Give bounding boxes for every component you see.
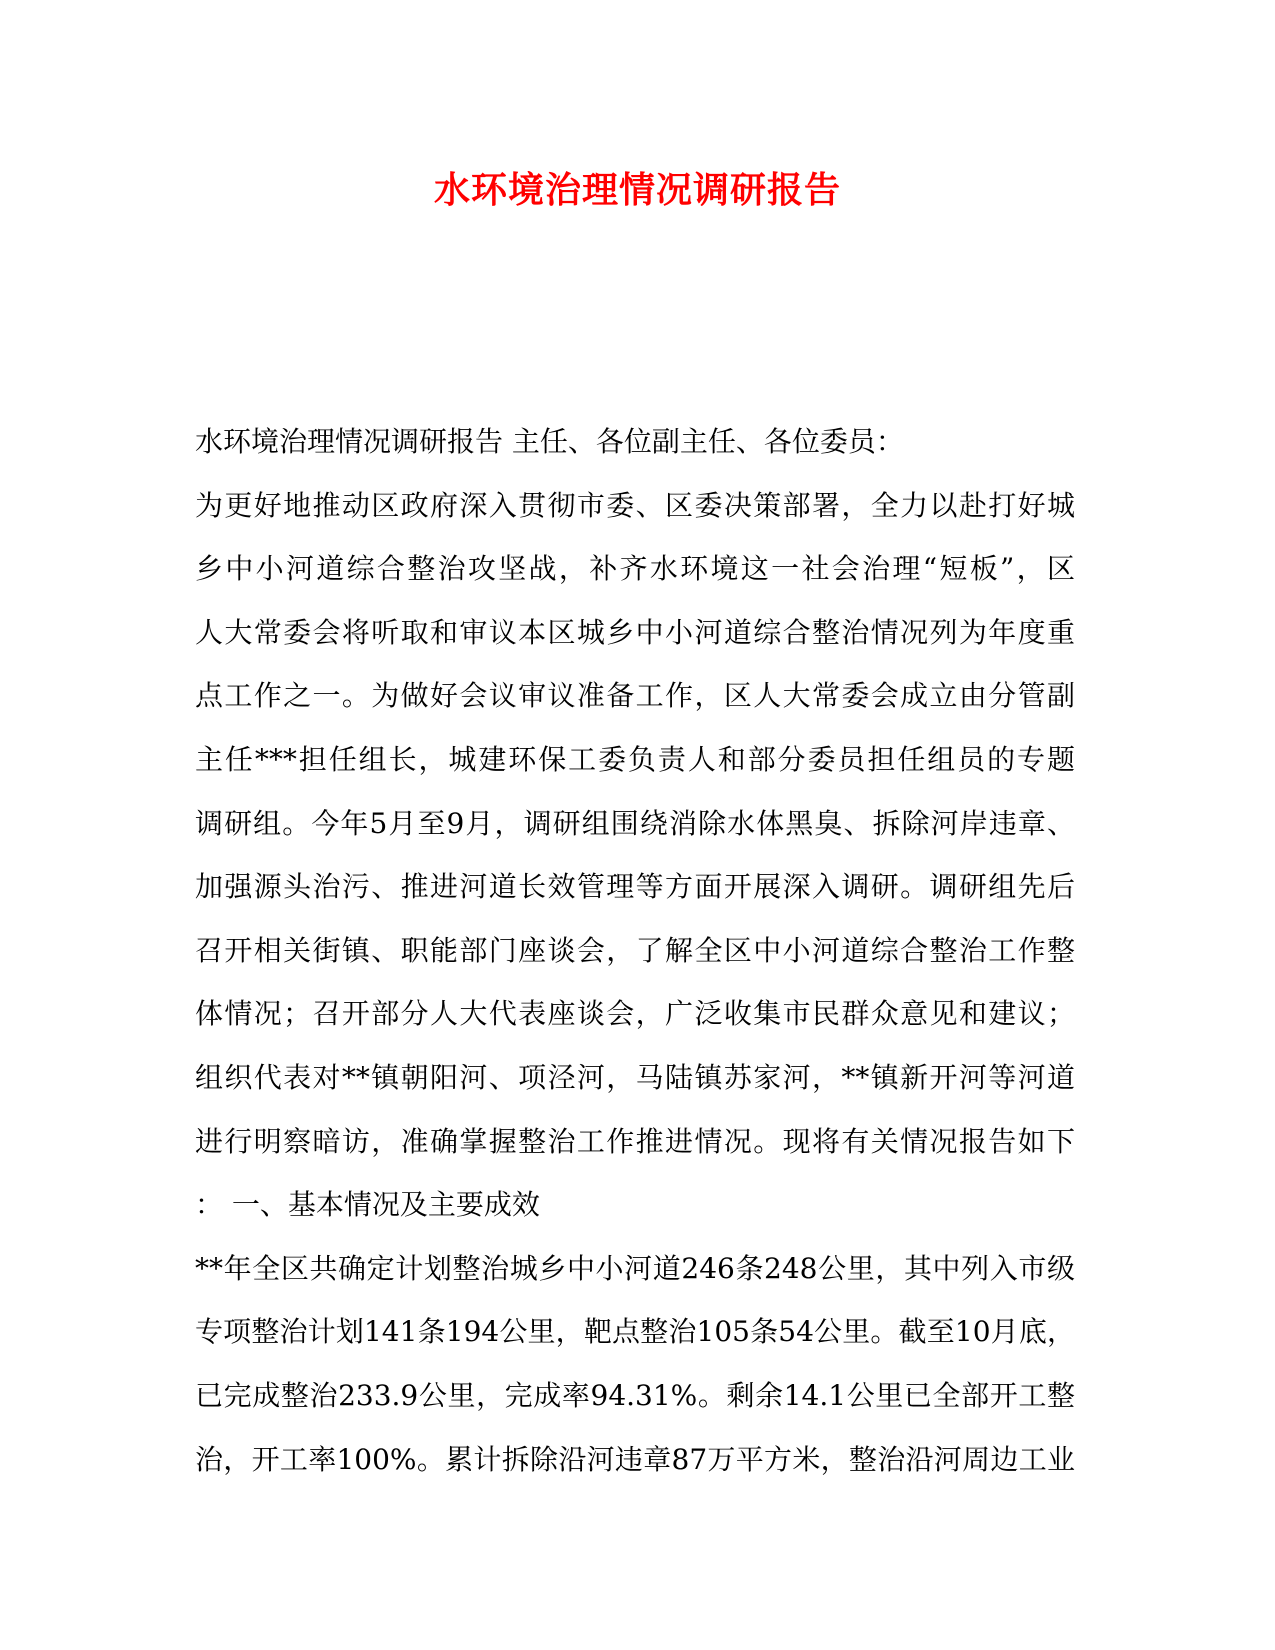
body-line: 为更好地推动区政府深入贯彻市委、区委决策部署，全力以赴打好城 — [195, 488, 1075, 522]
body-line: 专项整治计划141条194公里，靶点整治105条54公里。截至10月底， — [195, 1315, 1075, 1349]
section-heading-line: ： 一、基本情况及主要成效 — [195, 1188, 540, 1222]
document-body — [195, 410, 1075, 1491]
body-line: 治，开工率100%。累计拆除沿河违章87万平方米，整治沿河周边工业 — [195, 1442, 1075, 1476]
document-title: 水环境治理情况调研报告 — [433, 169, 841, 211]
body-line: 召开相关街镇、职能部门座谈会，了解全区中小河道综合整治工作整 — [195, 933, 1075, 967]
body-line: 主任***担任组长，城建环保工委负责人和部分委员担任组员的专题 — [195, 742, 1075, 776]
body-line: 调研组。今年5月至9月，调研组围绕消除水体黑臭、拆除河岸违章、 — [195, 806, 1075, 840]
body-line: 乡中小河道综合整治攻坚战，补齐水环境这一社会治理“短板”，区 — [195, 552, 1075, 586]
body-line: 人大常委会将听取和审议本区城乡中小河道综合整治情况列为年度重 — [195, 615, 1075, 649]
body-line: 加强源头治污、推进河道长效管理等方面开展深入调研。调研组先后 — [195, 870, 1075, 904]
body-line: 水环境治理情况调研报告 主任、各位副主任、各位委员： — [195, 425, 904, 458]
body-line: 已完成整治233.9公里，完成率94.31%。剩余14.1公里已全部开工整 — [195, 1378, 1075, 1412]
body-line: **年全区共确定计划整治城乡中小河道246条248公里，其中列入市级 — [195, 1251, 1075, 1285]
body-line: 体情况；召开部分人大代表座谈会，广泛收集市民群众意见和建议； — [195, 997, 1075, 1031]
body-line: 进行明察暗访，准确掌握整治工作推进情况。现将有关情况报告如下 — [195, 1124, 1075, 1158]
body-line: 点工作之一。为做好会议审议准备工作，区人大常委会成立由分管副 — [195, 679, 1075, 713]
body-line: 组织代表对**镇朝阳河、项泾河，马陆镇苏家河，**镇新开河等河道 — [195, 1060, 1075, 1094]
